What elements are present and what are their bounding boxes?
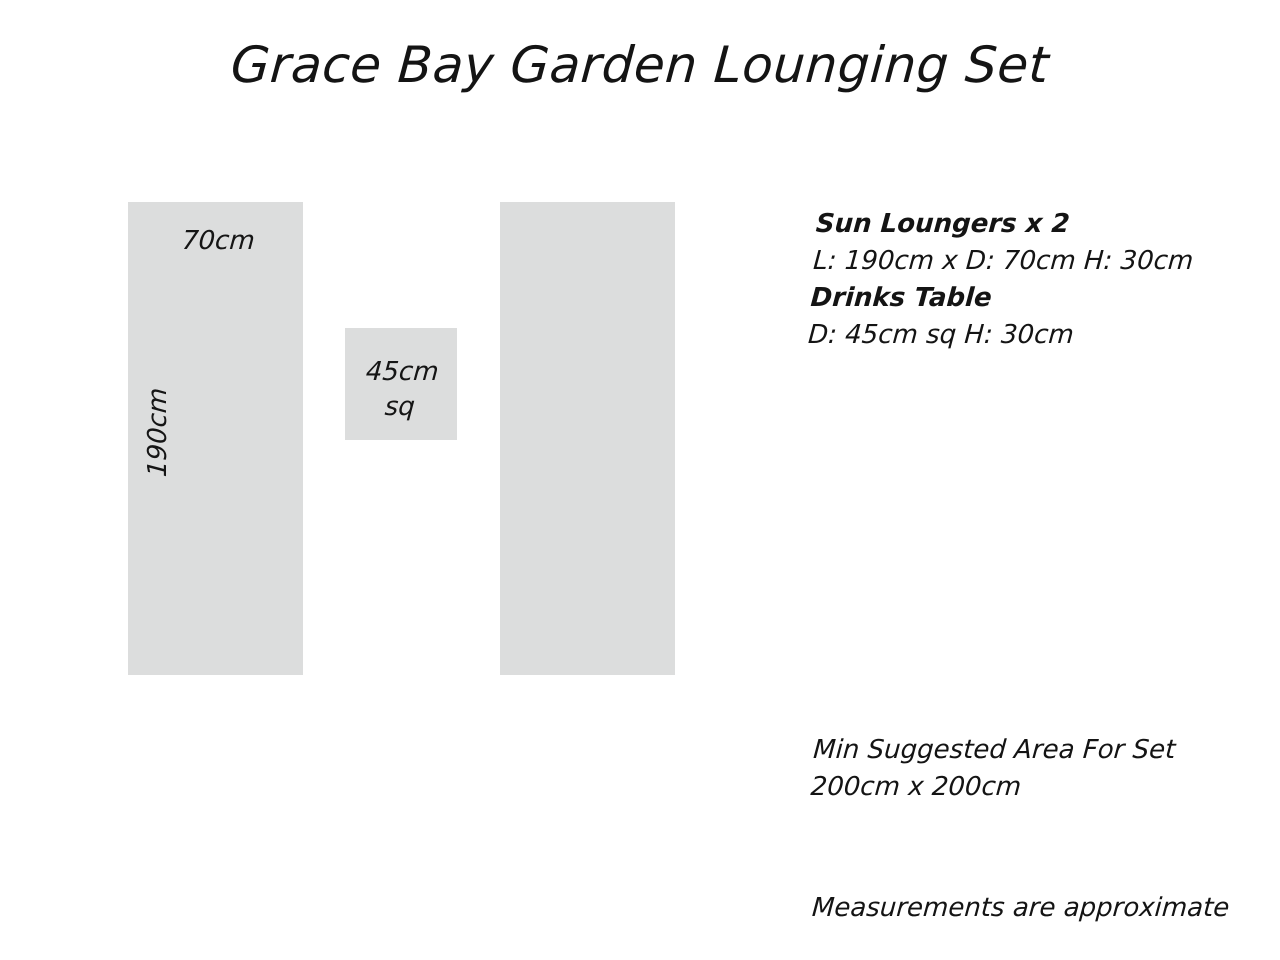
drinks-table-dimensions: D: 45cm sq H: 30cm [807, 319, 1075, 350]
specifications-block [807, 206, 1197, 354]
min-suggested-area-block [809, 732, 1176, 806]
drinks-table-size-line-2: sq [383, 392, 416, 423]
lounger-length-label: 190cm [143, 386, 173, 479]
drinks-table-size-line-1: 45cm [364, 357, 440, 387]
drinks-table-heading: Drinks Table [809, 282, 993, 313]
page-title: Grace Bay Garden Lounging Set [229, 36, 1051, 94]
min-suggested-area-value: 200cm x 200cm [809, 771, 1023, 802]
sun-loungers-dimensions: L: 190cm x D: 70cm H: 30cm [812, 245, 1195, 276]
lounger-width-label: 70cm [180, 226, 256, 256]
sun-loungers-heading: Sun Loungers x 2 [814, 209, 1071, 239]
drinks-table-size-label [343, 355, 460, 425]
measurements-footnote: Measurements are approximate [810, 893, 1231, 923]
sun-lounger-right-shape [500, 202, 675, 675]
min-suggested-area-heading: Min Suggested Area For Set [812, 735, 1177, 765]
